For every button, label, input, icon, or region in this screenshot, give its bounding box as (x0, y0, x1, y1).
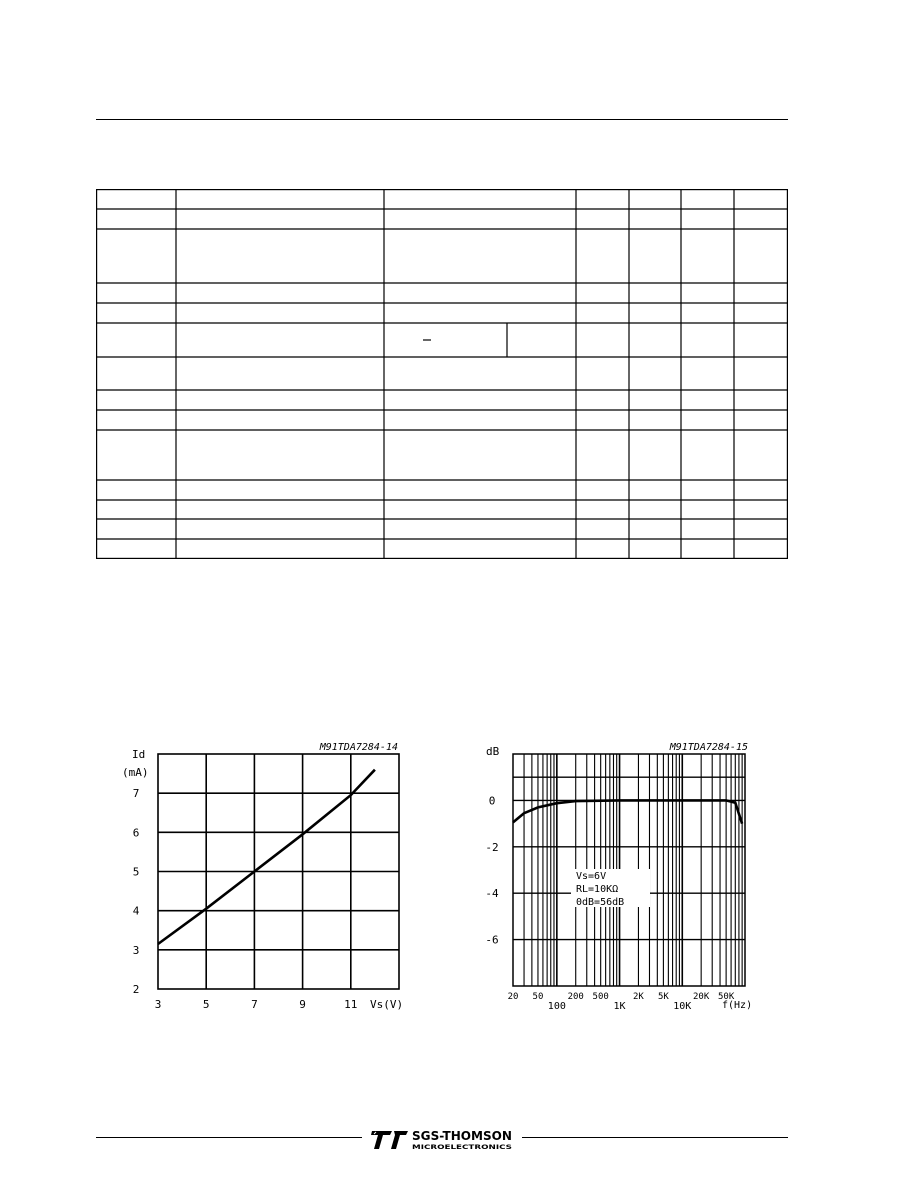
st-logo-icon (371, 1131, 408, 1149)
chart1-ytick: 2 (132, 983, 140, 996)
chart1-ylabel-1: Id (132, 748, 146, 761)
footer-sub: MICROELECTRONICS (412, 1143, 513, 1151)
chart1-ytick: 4 (132, 904, 140, 918)
chart2-ytick: 0 (488, 794, 496, 808)
chart2-ylabel: dB (486, 745, 500, 758)
chart2-xtick: 2K (633, 992, 644, 1002)
quiescent-current-chart (112, 736, 412, 1016)
chart1-ytick: 6 (132, 826, 140, 840)
chart1-xtick: 5 (202, 998, 210, 1011)
chart1-ytick: 7 (132, 787, 140, 801)
chart2-xtick: 20K (693, 992, 710, 1002)
chart2-ytick: -2 (485, 840, 499, 854)
chart2-xtick: 50 (532, 992, 544, 1002)
chart1-ticks (133, 787, 358, 1011)
chart2-xtick: 500 (592, 992, 609, 1002)
chart2-xlabel: f(Hz) (722, 1000, 753, 1011)
chart1-xtick: 3 (154, 998, 162, 1011)
chart1-ylabel-2: (mA) (122, 766, 149, 779)
chart2-xtick: 100 (547, 1001, 566, 1012)
chart2-annotation-2: RL=10KΩ (576, 884, 619, 895)
chart2-code: M91TDA7284-15 (669, 742, 748, 753)
chart2-xtick: 50K (717, 992, 735, 1002)
characteristics-table (96, 189, 788, 559)
chart1-xtick: 9 (299, 998, 306, 1011)
chart2-xtick: 10K (673, 1001, 692, 1012)
chart1-code: M91TDA7284-14 (319, 742, 398, 753)
chart2-annotation-3: 0dB=56dB (576, 897, 625, 908)
top-rule (96, 119, 788, 120)
chart1-ytick: 5 (132, 865, 140, 879)
chart2-xtick: 200 (567, 992, 584, 1002)
chart1-xtick: 11 (344, 998, 358, 1011)
footer-brand: SGS-THOMSON (412, 1129, 512, 1143)
frequency-response-chart (480, 736, 770, 1016)
chart2-xtick: 5K (657, 992, 669, 1002)
st-logo (368, 1125, 520, 1153)
chart1-grid (158, 754, 399, 989)
chart2-annotation-1: Vs=6V (576, 871, 607, 882)
footer-rule-right (522, 1137, 788, 1138)
chart1-series-line (158, 770, 375, 944)
chart1-ytick: 3 (132, 943, 140, 957)
chart2-ytick: -6 (485, 933, 499, 947)
chart2-xtick: 1K (613, 1001, 626, 1012)
chart2-ytick: -4 (485, 887, 499, 901)
footer-rule-left (96, 1137, 362, 1138)
chart1-xlabel: Vs(V) (370, 998, 404, 1011)
chart2-xtick: 20 (507, 992, 519, 1002)
chart1-xtick: 7 (251, 998, 258, 1011)
